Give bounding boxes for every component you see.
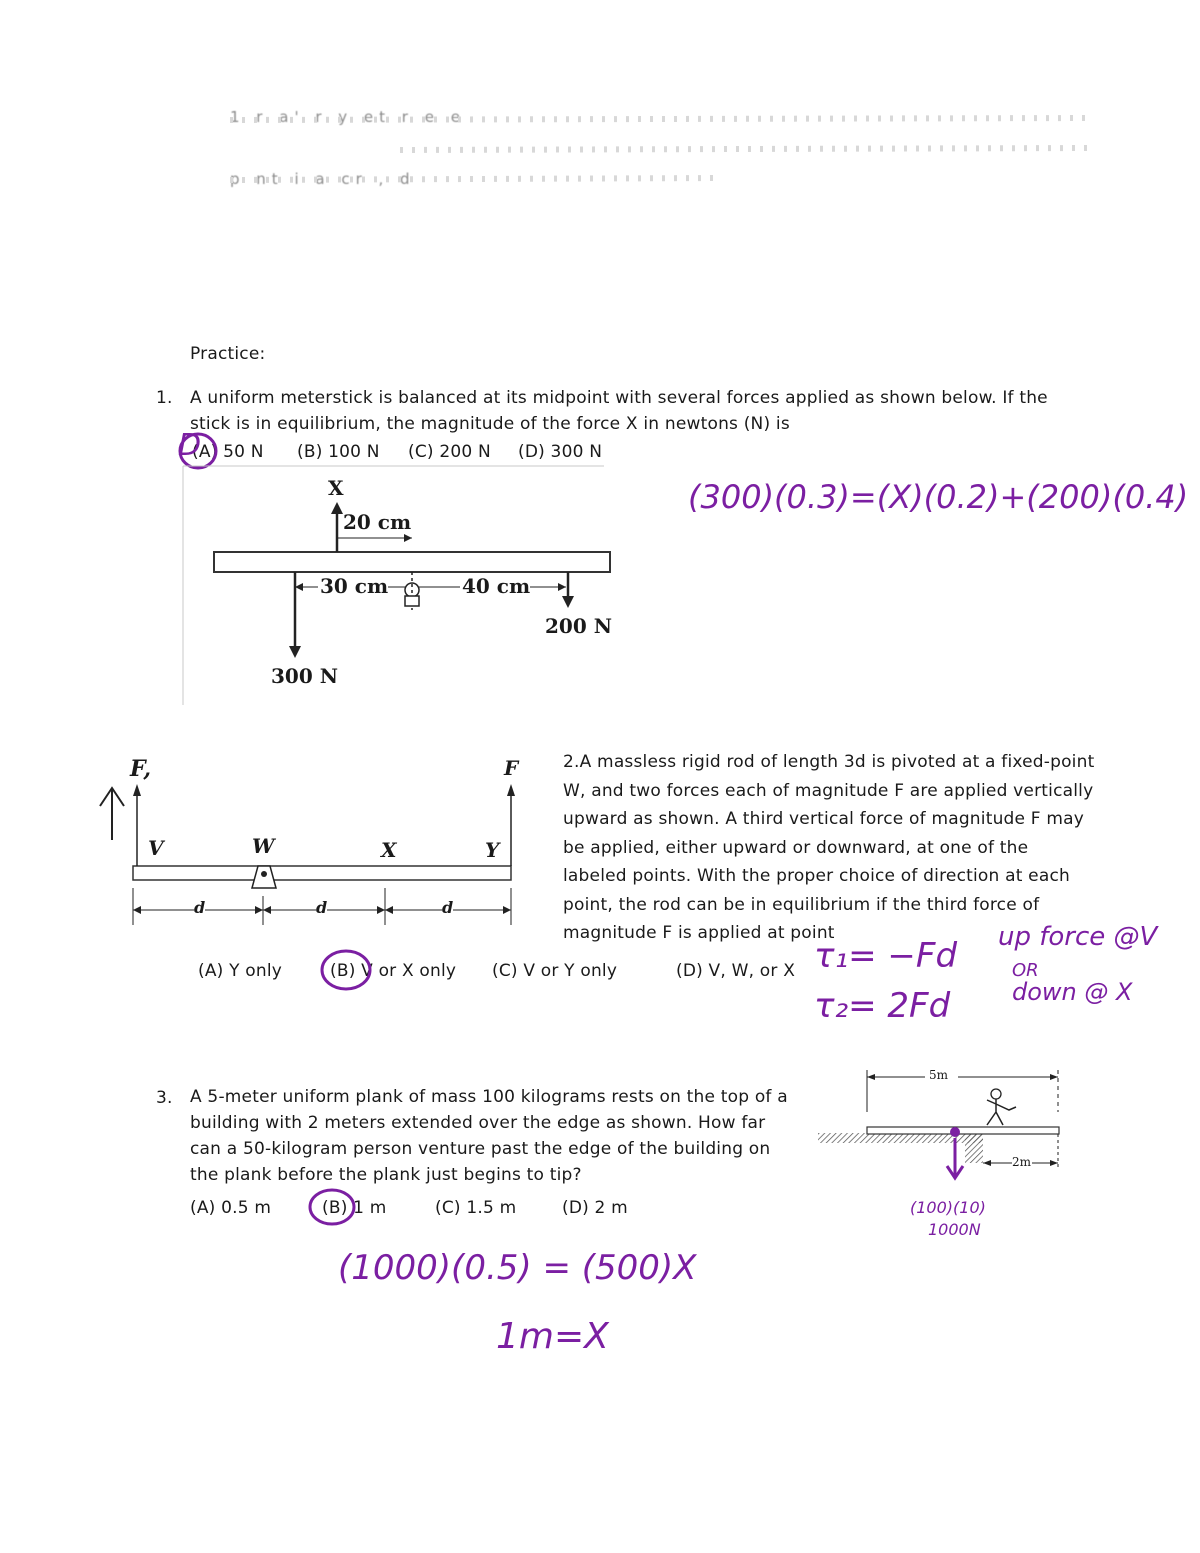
- q1-label-200n: 200 N: [545, 614, 612, 638]
- q1-text-line1: A uniform meterstick is balanced at its midpoint with several forces applied as shown below. If the: [190, 388, 1048, 408]
- q2-choice-d: (D) V, W, or X: [676, 961, 796, 981]
- q2-label-d1: d: [194, 898, 206, 917]
- faded-header-line3: p nt i a cr , d: [230, 170, 416, 188]
- q3-choice-d: (D) 2 m: [562, 1198, 628, 1218]
- q1-label-30cm: 30 cm: [320, 574, 389, 598]
- q2-label-x: X: [381, 838, 397, 862]
- q3-handwritten-result: 1m=X: [496, 1316, 609, 1357]
- q2-label-f1: F,: [130, 756, 152, 782]
- q1-label-20cm: 20 cm: [343, 510, 412, 534]
- q2-label-v: V: [148, 836, 164, 860]
- q3-label-5m: 5m: [929, 1068, 949, 1082]
- q1-handwritten-mark: D: [178, 428, 202, 463]
- q1-handwritten-equation: (300)(0.3)=(X)(0.2)+(200)(0.4): [688, 478, 1189, 516]
- q3-choice-b: (B) 1 m: [322, 1198, 387, 1218]
- q2-choice-c: (C) V or Y only: [492, 961, 618, 981]
- q1-choice-d: (D) 300 N: [518, 442, 603, 462]
- q1-label-x: X: [328, 476, 344, 500]
- q2-number: 2.: [563, 752, 580, 772]
- q2-label-d2: d: [316, 898, 328, 917]
- q2-choice-a: (A) Y only: [198, 961, 283, 981]
- q2-label-y: Y: [485, 838, 500, 862]
- q1-choice-c: (C) 200 N: [408, 442, 491, 462]
- q3-handwritten-equation: (1000)(0.5) = (500)X: [338, 1248, 697, 1288]
- practice-title: Practice:: [190, 344, 266, 364]
- q2-handwritten-note3: down @ X: [1012, 978, 1133, 1006]
- q3-choice-c: (C) 1.5 m: [435, 1198, 517, 1218]
- q3-label-2m: 2m: [1012, 1155, 1032, 1169]
- q2-label-f: F: [504, 756, 519, 780]
- q3-handwritten-weight2: 1000N: [928, 1220, 981, 1239]
- q2-text-line4: be applied, either upward or downward, at one of the: [563, 837, 1029, 858]
- q2-handwritten-note2: OR: [1012, 960, 1039, 981]
- q1-choice-b: (B) 100 N: [297, 442, 380, 462]
- q1-text-line2: stick is in equilibrium, the magnitude of the force X in newtons (N) is: [190, 414, 790, 434]
- q1-number: 1.: [156, 388, 173, 408]
- q3-text-line1: A 5-meter uniform plank of mass 100 kilograms rests on the top of a: [190, 1087, 788, 1107]
- q2-text-line5: labeled points. With the proper choice of direction at each: [563, 866, 1070, 886]
- q3-number: 3.: [156, 1088, 173, 1108]
- faded-header-line1: 1 r a' r y et r e e: [230, 108, 466, 126]
- q2-handwritten-note1: up force @V: [998, 922, 1158, 952]
- q3-text-line4: the plank before the plank just begins to tip?: [190, 1165, 582, 1185]
- q1-label-40cm: 40 cm: [462, 574, 531, 598]
- q1-choice-a: (A) 50 N: [192, 442, 264, 462]
- q2-handwritten-tau2: τ₂= 2Fd: [814, 986, 951, 1026]
- q2-choice-b: (B) V or X only: [330, 961, 457, 981]
- q3-handwritten-weight1: (100)(10): [910, 1198, 986, 1217]
- q3-choice-a: (A) 0.5 m: [190, 1198, 272, 1218]
- q2-text-line7: magnitude F is applied at point: [563, 923, 835, 943]
- q2-text-line3: upward as shown. A third vertical force of magnitude F may: [563, 809, 1085, 829]
- q3-text-line3: can a 50-kilogram person venture past the edge of the building on: [190, 1139, 771, 1159]
- q2-text-line1: A massless rigid rod of length 3d is pivoted at a fixed-point: [579, 752, 1095, 772]
- q2-text-line2: W, and two forces each of magnitude F are applied vertically: [563, 780, 1094, 801]
- q2-text-line6: point, the rod can be in equilibrium if the third force of: [563, 894, 1040, 915]
- q3-text-line2: building with 2 meters extended over the edge as shown. How far: [190, 1113, 766, 1133]
- q2-label-w: W: [252, 834, 275, 858]
- q2-handwritten-tau1: τ₁= −Fd: [814, 936, 958, 976]
- q1-label-300n: 300 N: [271, 664, 338, 688]
- q2-label-d3: d: [442, 898, 454, 917]
